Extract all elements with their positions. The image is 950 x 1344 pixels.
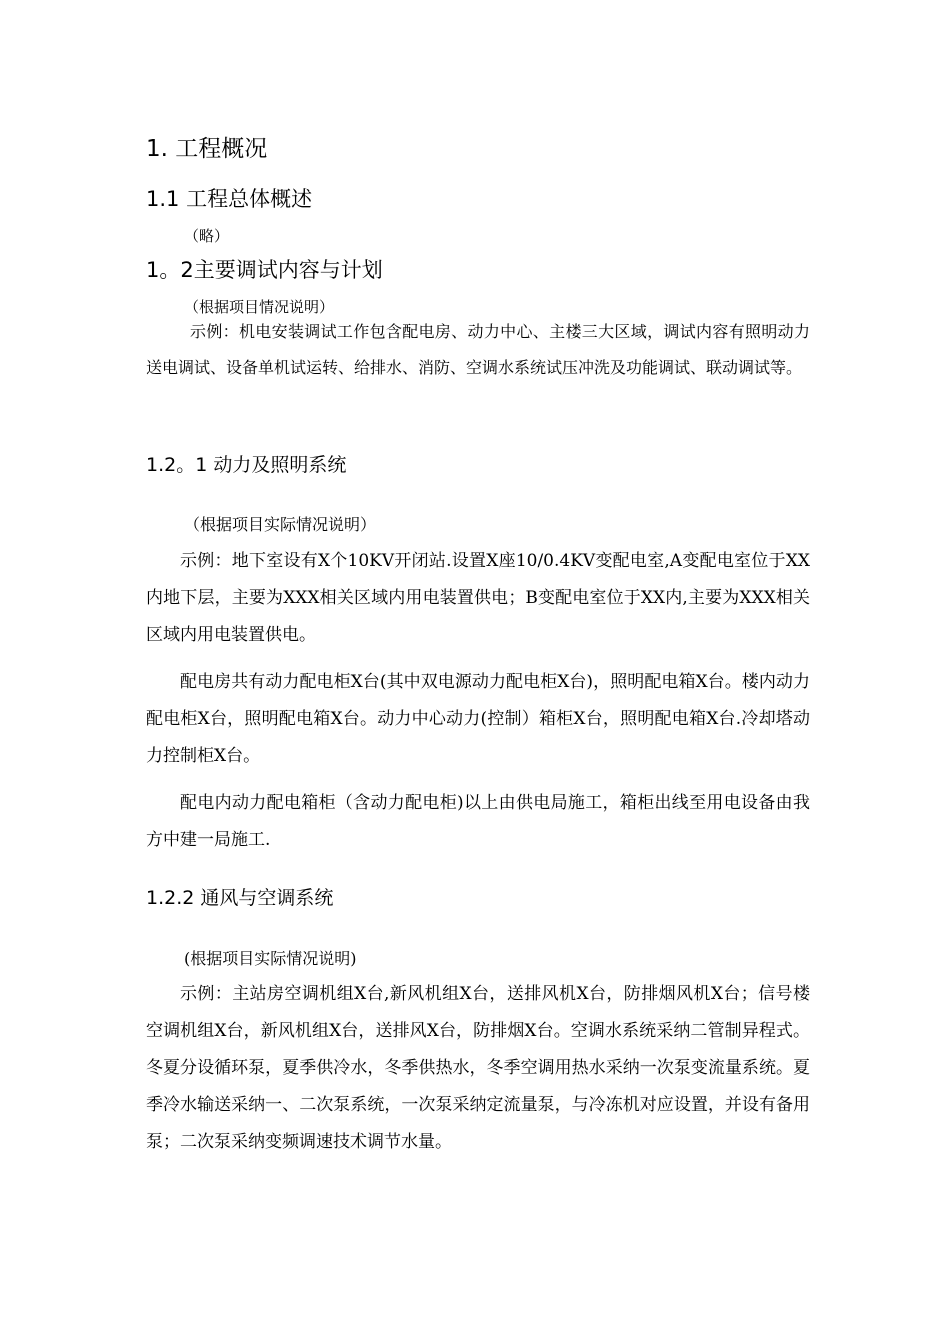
heading-1-2-1: 1.2。1 动力及照明系统 (146, 454, 347, 476)
note-project: （根据项目情况说明） (184, 298, 335, 316)
note-actual-power: （根据项目实际情况说明） (184, 515, 377, 534)
paragraph-power-3: 配电内动力配电箱柜（含动力配电柜)以上由供电局施工，箱柜出线至用电设备由我方中建一局施工. (146, 793, 810, 850)
paragraph-hvac: 示例：主站房空调机组X台,新风机组X台，送排风机X台，防排烟风机X台；信号楼空调机组X台，新风机组X台，送排风X台，防排烟X台。空调水系统采纳二管制异程式。冬夏分设循环泵，夏季供冷水，冬季供热水，冬季空调用热水采纳一次泵变流量系统。夏季冷水输送采纳一、二次泵系统，一次泵采纳定流量泵，与冷冻机对应设置，并设有备用泵；二次泵采纳变频调速技术调节水量。 (146, 984, 810, 1152)
heading-1-1: 1.1 工程总体概述 (146, 187, 313, 211)
heading-1-2-2: 1.2.2 通风与空调系统 (146, 887, 334, 909)
paragraph-power-2: 配电房共有动力配电柜X台(其中双电源动力配电柜X台)，照明配电箱X台。楼内动力配电柜X台，照明配电箱X台。动力中心动力(控制）箱柜X台，照明配电箱X台.冷却塔动力控制柜X台。 (146, 672, 810, 766)
heading-1: 1. 工程概况 (146, 136, 268, 162)
paragraph-intro: 示例：机电安装调试工作包含配电房、动力中心、主楼三大区域，调试内容有照明动力送电调试、设备单机试运转、给排水、消防、空调水系统试压冲洗及功能调试、联动调试等。 (146, 322, 810, 377)
heading-1-2: 1。2主要调试内容与计划 (146, 258, 383, 282)
paragraph-power-1: 示例：地下室设有X个10KV开闭站.设置X座10/0.4KV变配电室,A变配电室位于XX内地下层，主要为XXX相关区域内用电装置供电；B变配电室位于XX内,主要为XXX相关区域内用电装置供电。 (146, 551, 810, 645)
note-actual-hvac: (根据项目实际情况说明) (184, 949, 357, 968)
note-omitted: （略） (184, 227, 230, 245)
